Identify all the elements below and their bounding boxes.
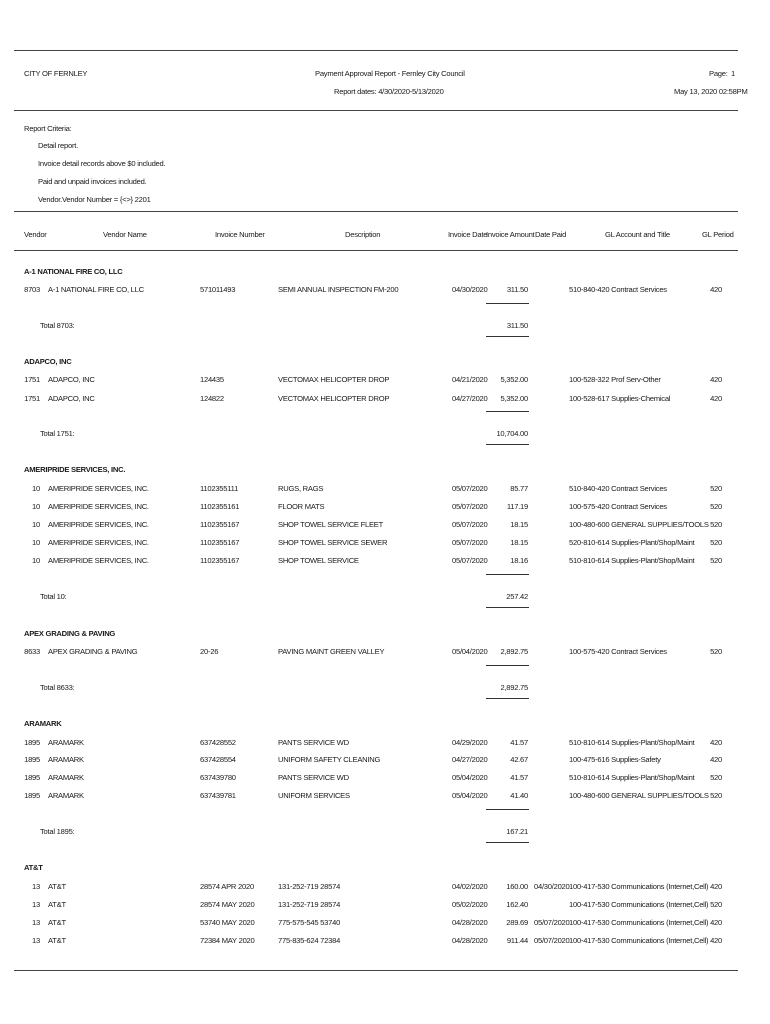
vendor-name: AMERIPRIDE SERVICES, INC. xyxy=(48,556,149,565)
vendor-name: AT&T xyxy=(48,936,66,945)
invoice-row xyxy=(0,556,770,568)
invoice-amount: 911.44 xyxy=(506,936,528,945)
gl-period: 420 xyxy=(710,738,722,747)
invoice-amount: 41.57 xyxy=(510,738,528,747)
description: VECTOMAX HELICOPTER DROP xyxy=(278,375,390,384)
invoice-amount: 5,352.00 xyxy=(500,394,528,403)
gl-account: 100-528-322 Prof Serv-Other xyxy=(569,375,661,384)
vendor-number: 13 xyxy=(32,918,40,927)
print-datetime: May 13, 2020 02:58PM xyxy=(674,87,748,96)
gl-period: 420 xyxy=(710,755,722,764)
invoice-amount: 41.57 xyxy=(510,773,528,782)
vendor-group-heading: APEX GRADING & PAVING xyxy=(24,629,116,638)
invoice-amount: 18.15 xyxy=(510,520,528,529)
gl-account: 510-810-614 Supplies-Plant/Shop/Maint xyxy=(569,556,695,565)
description: PANTS SERVICE WD xyxy=(278,738,349,747)
gl-account: 100-575-420 Contract Services xyxy=(569,647,667,656)
total-rule xyxy=(486,444,529,445)
criteria-line: Paid and unpaid invoices included. xyxy=(38,177,147,186)
description: SHOP TOWEL SERVICE SEWER xyxy=(278,538,388,547)
vendor-group-heading: AT&T xyxy=(24,863,43,872)
col-invoice-date: Invoice Date xyxy=(448,230,488,239)
vendor-group-heading: ARAMARK xyxy=(24,719,62,728)
vendor-name: ADAPCO, INC xyxy=(48,375,95,384)
invoice-row xyxy=(0,375,770,387)
invoice-amount: 160.00 xyxy=(506,882,528,891)
description: 131-252-719 28574 xyxy=(278,882,341,891)
vendor-number: 10 xyxy=(32,520,40,529)
vendor-name: AT&T xyxy=(48,882,66,891)
gl-period: 520 xyxy=(710,502,722,511)
gl-account: 100-417-530 Communications (Internet,Cell) xyxy=(569,882,709,891)
vendor-name: AMERIPRIDE SERVICES, INC. xyxy=(48,538,149,547)
col-description: Description xyxy=(345,230,381,239)
vendor-name: AMERIPRIDE SERVICES, INC. xyxy=(48,502,149,511)
report-dates: Report dates: 4/30/2020-5/13/2020 xyxy=(334,87,444,96)
invoice-number: 637428554 xyxy=(200,755,236,764)
vendor-name: ARAMARK xyxy=(48,791,84,800)
description: 775-835-624 72384 xyxy=(278,936,341,945)
vendor-name: ARAMARK xyxy=(48,755,84,764)
invoice-amount: 41.40 xyxy=(510,791,528,800)
top-rule xyxy=(14,50,738,51)
invoice-date: 05/02/2020 xyxy=(452,900,488,909)
invoice-amount: 2,892.75 xyxy=(500,647,528,656)
description: SHOP TOWEL SERVICE xyxy=(278,556,359,565)
subtotal-rule xyxy=(486,574,529,575)
invoice-amount: 311.50 xyxy=(506,285,528,294)
gl-account: 510-810-614 Supplies-Plant/Shop/Maint xyxy=(569,738,695,747)
vendor-name: AMERIPRIDE SERVICES, INC. xyxy=(48,520,149,529)
vendor-name: AMERIPRIDE SERVICES, INC. xyxy=(48,484,149,493)
invoice-date: 04/27/2020 xyxy=(452,755,488,764)
vendor-total-label: Total 8703: xyxy=(40,321,75,330)
invoice-number: 1102355167 xyxy=(200,520,240,529)
description: 131-252-719 28574 xyxy=(278,900,341,909)
gl-period: 420 xyxy=(710,918,722,927)
vendor-number: 13 xyxy=(32,900,40,909)
gl-period: 520 xyxy=(710,647,722,656)
invoice-amount: 85.77 xyxy=(510,484,528,493)
description: VECTOMAX HELICOPTER DROP xyxy=(278,394,390,403)
bottom-rule xyxy=(14,970,738,971)
gl-account: 100-475-616 Supplies-Safety xyxy=(569,755,661,764)
total-rule xyxy=(486,607,529,608)
vendor-name: A-1 NATIONAL FIRE CO, LLC xyxy=(48,285,144,294)
col-date-paid: Date Paid xyxy=(535,230,567,239)
invoice-row xyxy=(0,791,770,803)
invoice-number: 637439780 xyxy=(200,773,236,782)
invoice-date: 05/07/2020 xyxy=(452,538,488,547)
vendor-name: ARAMARK xyxy=(48,738,84,747)
description: SHOP TOWEL SERVICE FLEET xyxy=(278,520,383,529)
invoice-amount: 289.69 xyxy=(506,918,528,927)
gl-account: 100-480-600 GENERAL SUPPLIES/TOOLS xyxy=(569,791,709,800)
description: PANTS SERVICE WD xyxy=(278,773,349,782)
invoice-date: 04/21/2020 xyxy=(452,375,488,384)
gl-account: 100-417-530 Communications (Internet,Cell) xyxy=(569,900,709,909)
gl-account: 100-417-530 Communications (Internet,Cell) xyxy=(569,918,709,927)
vendor-number: 8633 xyxy=(24,647,40,656)
invoice-date: 05/07/2020 xyxy=(452,502,488,511)
vendor-number: 13 xyxy=(32,882,40,891)
gl-period: 420 xyxy=(710,936,722,945)
vendor-total-label: Total 1895: xyxy=(40,827,75,836)
gl-period: 520 xyxy=(710,484,722,493)
vendor-name: AT&T xyxy=(48,918,66,927)
vendor-number: 1895 xyxy=(24,773,40,782)
invoice-row xyxy=(0,936,770,948)
vendor-number: 1895 xyxy=(24,755,40,764)
vendor-number: 1895 xyxy=(24,791,40,800)
invoice-number: 20-26 xyxy=(200,647,219,656)
invoice-amount: 18.16 xyxy=(510,556,528,565)
gl-account: 100-480-600 GENERAL SUPPLIES/TOOLS xyxy=(569,520,709,529)
invoice-date: 05/07/2020 xyxy=(452,484,488,493)
gl-account: 520-810-614 Supplies-Plant/Shop/Maint xyxy=(569,538,695,547)
total-rule xyxy=(486,842,529,843)
subtotal-rule xyxy=(486,809,529,810)
invoice-row xyxy=(0,773,770,785)
gl-period: 520 xyxy=(710,520,722,529)
invoice-amount: 42.67 xyxy=(510,755,528,764)
org-name: CITY OF FERNLEY xyxy=(24,69,88,78)
vendor-name: ADAPCO, INC xyxy=(48,394,95,403)
invoice-number: 571011493 xyxy=(200,285,236,294)
invoice-row xyxy=(0,918,770,930)
subtotal-rule xyxy=(486,303,529,304)
page-number: 1 xyxy=(731,69,735,78)
invoice-row xyxy=(0,502,770,514)
invoice-row xyxy=(0,394,770,406)
vendor-total-label: Total 1751: xyxy=(40,429,75,438)
date-paid: 05/07/2020 xyxy=(534,936,570,945)
invoice-number: 53740 MAY 2020 xyxy=(200,918,255,927)
criteria-line: Vendor.Vendor Number = {<>} 2201 xyxy=(38,195,151,204)
vendor-name: APEX GRADING & PAVING xyxy=(48,647,138,656)
invoice-number: 124822 xyxy=(200,394,224,403)
invoice-row xyxy=(0,285,770,297)
vendor-total-amount: 311.50 xyxy=(506,321,528,330)
gl-period: 520 xyxy=(710,538,722,547)
col-invoice-amount: Invoice Amount xyxy=(486,230,535,239)
vendor-group-heading: ADAPCO, INC xyxy=(24,357,72,366)
subtotal-rule xyxy=(486,665,529,666)
date-paid: 04/30/2020 xyxy=(534,882,570,891)
invoice-amount: 117.19 xyxy=(506,502,528,511)
col-vendor: Vendor xyxy=(24,230,47,239)
vendor-number: 1751 xyxy=(24,375,40,384)
gl-period: 420 xyxy=(710,394,722,403)
gl-period: 420 xyxy=(710,882,722,891)
col-vendor-name: Vendor Name xyxy=(103,230,147,239)
vendor-number: 10 xyxy=(32,538,40,547)
gl-account: 510-810-614 Supplies-Plant/Shop/Maint xyxy=(569,773,695,782)
column-header-rule xyxy=(14,250,738,251)
header-rule xyxy=(14,110,738,111)
invoice-row xyxy=(0,882,770,894)
vendor-total-amount: 167.21 xyxy=(506,827,528,836)
invoice-date: 04/30/2020 xyxy=(452,285,488,294)
invoice-date: 04/27/2020 xyxy=(452,394,488,403)
vendor-group-heading: A-1 NATIONAL FIRE CO, LLC xyxy=(24,267,123,276)
vendor-number: 13 xyxy=(32,936,40,945)
gl-period: 520 xyxy=(710,556,722,565)
vendor-name: ARAMARK xyxy=(48,773,84,782)
description: UNIFORM SERVICES xyxy=(278,791,350,800)
invoice-date: 05/04/2020 xyxy=(452,647,488,656)
gl-account: 100-528-617 Supplies-Chemical xyxy=(569,394,671,403)
invoice-row xyxy=(0,900,770,912)
invoice-amount: 5,352.00 xyxy=(500,375,528,384)
vendor-number: 1751 xyxy=(24,394,40,403)
vendor-number: 8703 xyxy=(24,285,40,294)
invoice-row xyxy=(0,484,770,496)
gl-period: 420 xyxy=(710,375,722,384)
gl-period: 520 xyxy=(710,773,722,782)
gl-period: 520 xyxy=(710,791,722,800)
description: 775-575-545 53740 xyxy=(278,918,341,927)
invoice-row xyxy=(0,647,770,659)
invoice-amount: 18.15 xyxy=(510,538,528,547)
vendor-group-heading: AMERIPRIDE SERVICES, INC. xyxy=(24,465,126,474)
invoice-row xyxy=(0,738,770,750)
invoice-date: 04/02/2020 xyxy=(452,882,488,891)
invoice-number: 28574 MAY 2020 xyxy=(200,900,255,909)
invoice-date: 05/04/2020 xyxy=(452,791,488,800)
page-label: Page: xyxy=(709,69,728,78)
total-rule xyxy=(486,336,529,337)
invoice-date: 05/07/2020 xyxy=(452,556,488,565)
report-title: Payment Approval Report - Fernley City Council xyxy=(315,69,465,78)
vendor-name: AT&T xyxy=(48,900,66,909)
invoice-number: 637428552 xyxy=(200,738,236,747)
vendor-total-label: Total 8633: xyxy=(40,683,75,692)
date-paid: 05/07/2020 xyxy=(534,918,570,927)
vendor-number: 10 xyxy=(32,502,40,511)
invoice-number: 637439781 xyxy=(200,791,236,800)
vendor-number: 10 xyxy=(32,484,40,493)
vendor-number: 1895 xyxy=(24,738,40,747)
gl-account: 100-575-420 Contract Services xyxy=(569,502,667,511)
invoice-number: 72384 MAY 2020 xyxy=(200,936,255,945)
criteria-line: Detail report. xyxy=(38,141,78,150)
description: SEMI ANNUAL INSPECTION FM-200 xyxy=(278,285,399,294)
invoice-row xyxy=(0,520,770,532)
description: UNIFORM SAFETY CLEANING xyxy=(278,755,381,764)
invoice-number: 124435 xyxy=(200,375,224,384)
description: RUGS, RAGS xyxy=(278,484,324,493)
vendor-total-amount: 2,892.75 xyxy=(500,683,528,692)
invoice-date: 04/28/2020 xyxy=(452,918,488,927)
invoice-number: 1102355161 xyxy=(200,502,240,511)
gl-account: 510-840-420 Contract Services xyxy=(569,484,667,493)
col-gl-account: GL Account and Title xyxy=(605,230,670,239)
invoice-row xyxy=(0,755,770,767)
gl-account: 100-417-530 Communications (Internet,Cell) xyxy=(569,936,709,945)
criteria-line: Invoice detail records above $0 included. xyxy=(38,159,166,168)
description: PAVING MAINT GREEN VALLEY xyxy=(278,647,385,656)
invoice-date: 05/04/2020 xyxy=(452,773,488,782)
gl-period: 520 xyxy=(710,900,722,909)
invoice-date: 04/28/2020 xyxy=(452,936,488,945)
col-invoice-number: Invoice Number xyxy=(215,230,265,239)
total-rule xyxy=(486,698,529,699)
vendor-total-amount: 257.42 xyxy=(506,592,528,601)
vendor-number: 10 xyxy=(32,556,40,565)
description: FLOOR MATS xyxy=(278,502,325,511)
gl-account: 510-840-420 Contract Services xyxy=(569,285,667,294)
col-gl-period: GL Period xyxy=(702,230,734,239)
invoice-date: 05/07/2020 xyxy=(452,520,488,529)
invoice-amount: 162.40 xyxy=(506,900,528,909)
invoice-date: 04/29/2020 xyxy=(452,738,488,747)
criteria-rule xyxy=(14,211,738,212)
invoice-row xyxy=(0,538,770,550)
vendor-total-amount: 10,704.00 xyxy=(496,429,528,438)
vendor-total-label: Total 10: xyxy=(40,592,67,601)
invoice-number: 1102355167 xyxy=(200,538,240,547)
subtotal-rule xyxy=(486,411,529,412)
criteria-heading: Report Criteria: xyxy=(24,124,72,133)
invoice-number: 1102355167 xyxy=(200,556,240,565)
invoice-number: 28574 APR 2020 xyxy=(200,882,254,891)
invoice-number: 1102355111 xyxy=(200,484,239,493)
gl-period: 420 xyxy=(710,285,722,294)
